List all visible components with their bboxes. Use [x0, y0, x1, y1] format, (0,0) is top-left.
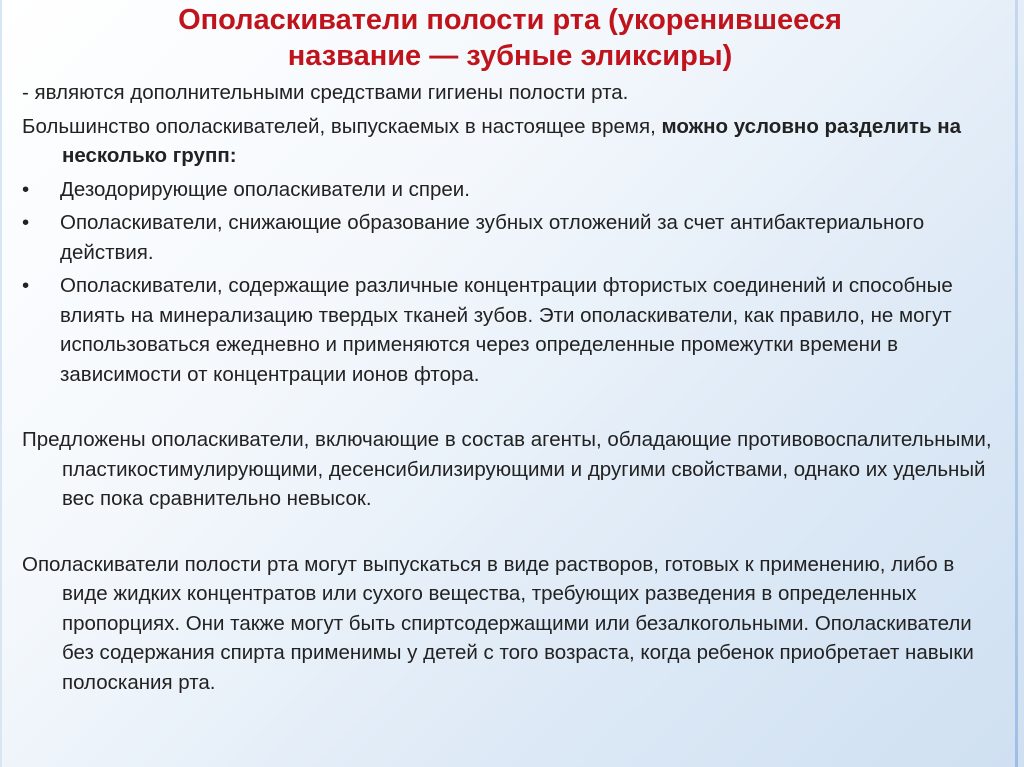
- bullet-dot-icon: •: [22, 211, 30, 234]
- bullet-text: Ополаскиватели, содержащие различные концентрации фтористых соединений и способные влиять на минерализацию твердых тканей зубов. Эти ополаскиватели, как правило, не могут использоваться ежедневно и применяются через определенные промежутки времени в зависимости от концентрации ионов фтора.: [60, 274, 953, 386]
- groups-intro: [22, 112, 1002, 171]
- bullet-text: Ополаскиватели, снижающие образование зубных отложений за счет антибактериального действия.: [60, 211, 925, 264]
- bullet-text: Дезодорирующие ополаскиватели и спреи.: [60, 177, 470, 201]
- intro-text: - являются дополнительными средствами гигиены полости рта.: [22, 81, 629, 104]
- bullet-dot-icon: •: [22, 274, 30, 297]
- slide-body: [22, 78, 1002, 697]
- bullet-item-1: [22, 175, 1002, 205]
- title-line-2: название — зубные эликсиры): [287, 40, 733, 72]
- title-line-1: Ополаскиватели полости рта (укоренившееся: [178, 4, 842, 36]
- paragraph-forms: Ополаскиватели полости рта могут выпускаться в виде растворов, готовых к применению, либо в виде жидких концентратов или сухого вещества, требующих разведения в определенных пропорциях. Они также могут быть спиртсодержащими или безалкогольными. Ополаскиватели без содержания спирта применимы у детей с того возраста, когда ребенок приобретает навыки полоскания рта.: [22, 552, 974, 694]
- groups-intro-normal: Большинство ополаскивателей, выпускаемых в настоящее время,: [22, 114, 656, 138]
- spacer: [22, 514, 1002, 550]
- bullet-item-2: [22, 208, 1002, 267]
- bullet-item-3: [22, 271, 1002, 389]
- groups-intro-bold: можно условно разделить на несколько групп:: [62, 114, 962, 167]
- slide-title: [40, 2, 980, 74]
- paragraph-agents: Предложены ополаскиватели, включающие в состав агенты, обладающие противовоспалительными, пластикостимулирующими, десенсибилизирующими и другими свойствами, однако их удельный вес пока сравнительно невысок.: [22, 428, 992, 510]
- spacer: [22, 389, 1002, 425]
- bullet-dot-icon: •: [22, 177, 30, 201]
